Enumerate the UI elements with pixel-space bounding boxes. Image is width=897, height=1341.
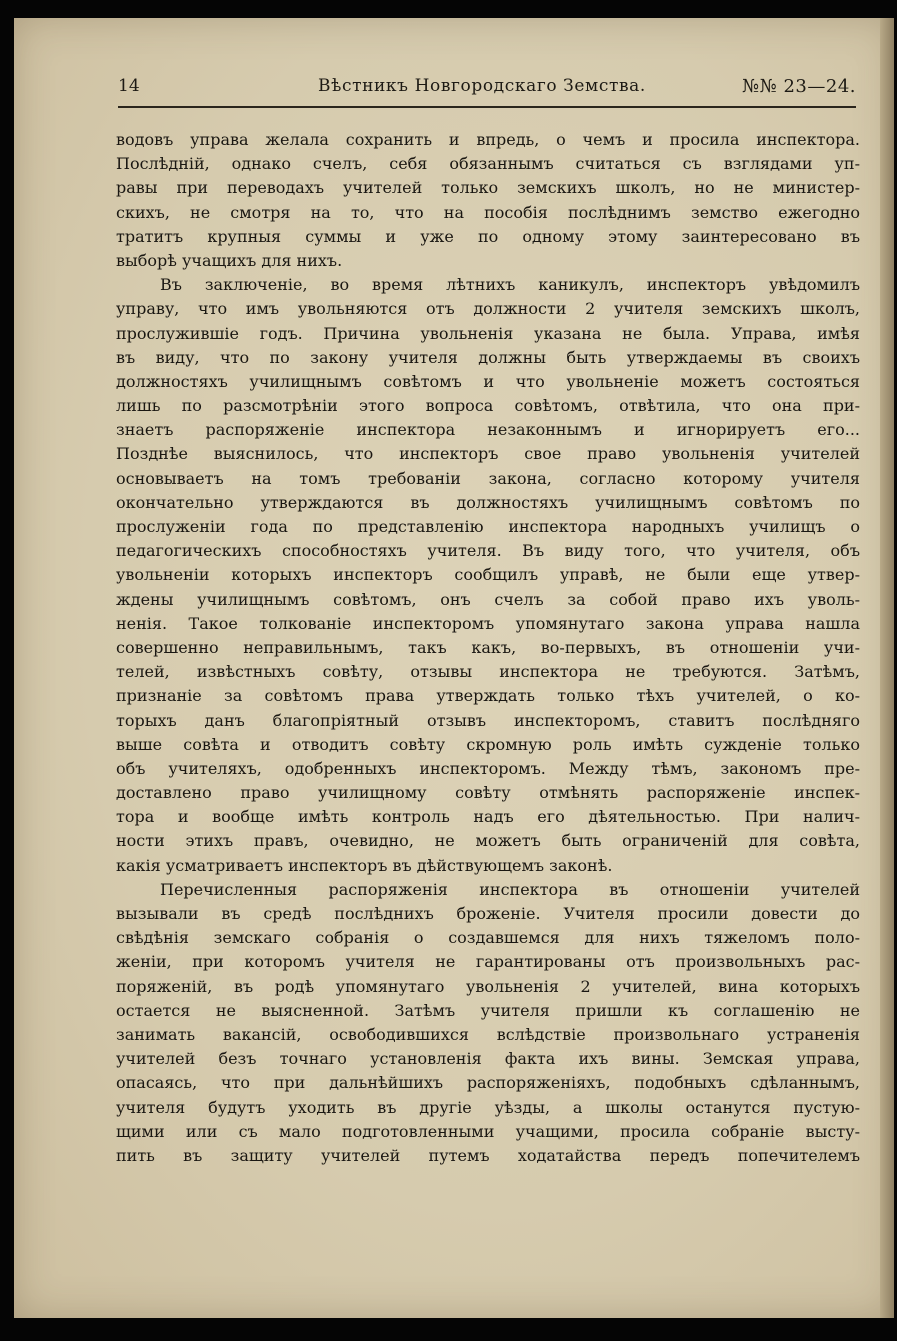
text-line: основываетъ на томъ требованiи закона, согласно которому учителя: [116, 468, 860, 488]
text-line: остается не выясненной. Затѣмъ учителя пришли къ соглашенiю не: [116, 1000, 860, 1020]
text-line: какiя усматриваетъ инспекторъ въ дѣйствующемъ законѣ.: [116, 855, 613, 875]
text-line: выше совѣта и отводитъ совѣту скромную роль имѣть сужденiе только: [116, 734, 860, 754]
text-line: тора и вообще имѣть контроль надъ его дѣятельностью. При налич-: [116, 807, 860, 827]
text-line: совершенно неправильнымъ, такъ какъ, во-первыхъ, въ отношенiи учи-: [116, 637, 860, 657]
text-line: Перечисленныя распоряженiя инспектора въ отношенiи учителей: [160, 879, 860, 899]
text-line: женiи, при которомъ учителя не гарантированы отъ произвольныхъ рас-: [116, 952, 860, 972]
text-line: скихъ, не смотря на то, что на пособiя послѣднимъ земство ежегодно: [116, 202, 860, 222]
text-line: равы при переводахъ учителей только земскихъ школъ, но не министер-: [116, 178, 860, 198]
text-line: ждены училищнымъ совѣтомъ, онъ счелъ за собой право ихъ уволь-: [116, 589, 860, 609]
text-line: тратитъ крупныя суммы и уже по одному этому заинтересовано въ: [116, 226, 860, 246]
text-line: педагогическихъ способностяхъ учителя. Въ виду того, что учителя, объ: [116, 541, 860, 561]
body-text: [116, 128, 860, 1168]
text-line: свѣдѣнiя земскаго собранiя о создавшемся для нихъ тяжеломъ поло-: [116, 928, 860, 948]
page-number: 14: [118, 76, 140, 96]
text-line: окончательно утверждаются въ должностяхъ училищнымъ совѣтомъ по: [116, 492, 860, 512]
text-line: объ учителяхъ, одобренныхъ инспекторомъ. Между тѣмъ, закономъ пре-: [116, 758, 860, 778]
text-line: водовъ управа желала сохранить и впредь, о чемъ и просила инспектора.: [116, 130, 860, 149]
text-line: Послѣднiй, однако счелъ, себя обязаннымъ считаться съ взглядами уп-: [116, 154, 860, 174]
text-line: прослужившiе годъ. Причина увольненiя указана не была. Управа, имѣя: [116, 323, 860, 343]
text-line: щими или съ мало подготовленными учащими, просила собранiе высту-: [116, 1121, 860, 1141]
text-line: выборѣ учащихъ для нихъ.: [116, 250, 343, 270]
text-line: знаетъ распоряженiе инспектора незаконнымъ и игнорируетъ его...: [116, 420, 860, 440]
issue-number: №№ 23—24.: [742, 76, 856, 97]
text-line: поряженiй, въ родѣ упомянутаго увольненiя 2 учителей, вина которыхъ: [116, 976, 860, 996]
text-line: прослуженiи года по представленiю инспектора народныхъ училищъ о: [116, 517, 860, 536]
text-line: лишь по разсмотрѣнiи этого вопроса совѣтомъ, отвѣтила, что она при-: [116, 396, 860, 416]
text-line: занимать вакансiй, освободившихся вслѣдствiе произвольнаго устраненiя: [116, 1024, 860, 1044]
text-line: телей, извѣстныхъ совѣту, отзывы инспектора не требуются. Затѣмъ,: [116, 662, 860, 682]
text-line: вызывали въ средѣ послѣднихъ броженiе. Учителя просили довести до: [116, 904, 860, 923]
text-line: увольненiи которыхъ инспекторъ сообщилъ управѣ, не были еще утвер-: [116, 565, 860, 585]
text-line: доставлено право училищному совѣту отмѣнять распоряженiе инспек-: [116, 783, 860, 803]
running-header: [118, 76, 856, 108]
text-line: управу, что имъ увольняются отъ должности 2 учителя земскихъ школъ,: [116, 299, 860, 319]
header-rule: [118, 106, 856, 108]
text-line: Въ заключенiе, во время лѣтнихъ каникулъ, инспекторъ увѣдомилъ: [160, 275, 860, 295]
text-line: ненiя. Такое толкованiе инспекторомъ упомянутаго закона управа нашла: [116, 613, 860, 633]
text-line: опасаясь, что при дальнѣйшихъ распоряженiяхъ, подобныхъ сдѣланнымъ,: [116, 1073, 860, 1093]
text-line: признанiе за совѣтомъ права утверждать только тѣхъ учителей, о ко-: [116, 686, 860, 706]
text-line: Позднѣе выяснилось, что инспекторъ свое право увольненiя учителей: [116, 444, 860, 464]
page-edge: [880, 18, 894, 1318]
text-line: торыхъ данъ благопрiятный отзывъ инспекторомъ, ставитъ послѣдняго: [116, 710, 860, 730]
text-line: въ виду, что по закону учителя должны быть утверждаемы въ своихъ: [116, 347, 860, 367]
text-line: должностяхъ училищнымъ совѣтомъ и что увольненiе можетъ состояться: [116, 371, 860, 391]
text-line: пить въ защиту учителей путемъ ходатайства передъ попечителемъ: [116, 1145, 860, 1165]
journal-title: Вѣстникъ Новгородскаго Земства.: [318, 76, 646, 96]
text-line: учителя будутъ уходить въ другiе уѣзды, а школы останутся пустую-: [116, 1097, 860, 1117]
text-line: учителей безъ точнаго установленiя факта ихъ вины. Земская управа,: [116, 1049, 860, 1069]
text-line: ности этихъ правъ, очевидно, не можетъ быть ограниченiй для совѣта,: [116, 831, 860, 851]
